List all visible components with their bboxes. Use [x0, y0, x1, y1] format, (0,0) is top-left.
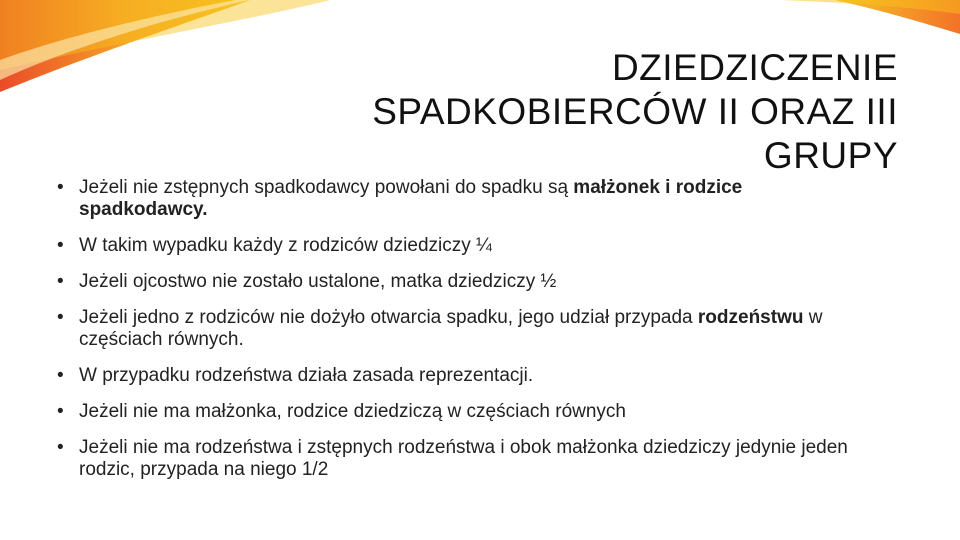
- bullet-marker: •: [57, 401, 64, 422]
- bullet-marker: •: [57, 177, 64, 198]
- bullet-item: [57, 271, 857, 293]
- bullet-text: Jeżeli ojcostwo nie zostało ustalone, matka dziedziczy ½: [79, 271, 557, 292]
- bullet-item: [57, 235, 857, 257]
- bullet-text: Jeżeli nie ma małżonka, rodzice dziedziczą w częściach równych: [79, 401, 627, 422]
- bullet-marker: •: [57, 437, 64, 458]
- top-left-swoosh-thin: [0, 0, 250, 80]
- bullet-item: [57, 365, 857, 387]
- title-line-1: DZIEDZICZENIE: [611, 47, 898, 88]
- bullet-text: W przypadku rodzeństwa działa zasada reprezentacji.: [79, 365, 534, 386]
- bullet-list: [57, 177, 857, 495]
- top-right-swoosh: [835, 0, 960, 34]
- bullet-marker: •: [57, 271, 64, 292]
- top-left-swoosh: [0, 0, 250, 92]
- bullet-text: Jeżeli nie ma rodzeństwa i zstępnych rodzeństwa i obok małżonka dziedziczy jedynie jeden rodzic, przypada na niego 1/2: [79, 437, 848, 480]
- bullet-item: [57, 307, 857, 351]
- bullet-marker: •: [57, 307, 64, 328]
- bullet-marker: •: [57, 235, 64, 256]
- slide-title: [278, 46, 898, 178]
- title-line-3: GRUPY: [763, 135, 898, 176]
- bullet-text: w częściach równych.: [79, 307, 823, 350]
- bullet-item: [57, 437, 857, 481]
- bullet-item: [57, 401, 857, 423]
- top-right-swoosh-light: [780, 0, 960, 14]
- bullet-text-bold: rodzeństwu: [697, 307, 804, 328]
- bullet-item: [57, 177, 857, 221]
- bullet-text: Jeżeli jedno z rodziców nie dożyło otwarcia spadku, jego udział przypada: [79, 307, 698, 328]
- bullet-text: W takim wypadku każdy z rodziców dziedziczy ¼: [79, 235, 492, 256]
- bullet-text-bold: małżonek i rodzice spadkodawcy.: [79, 177, 743, 220]
- title-line-2: SPADKOBIERCÓW II ORAZ III: [372, 91, 898, 132]
- bullet-text: Jeżeli nie zstępnych spadkodawcy powołani do spadku są: [79, 177, 574, 198]
- bullet-marker: •: [57, 365, 64, 386]
